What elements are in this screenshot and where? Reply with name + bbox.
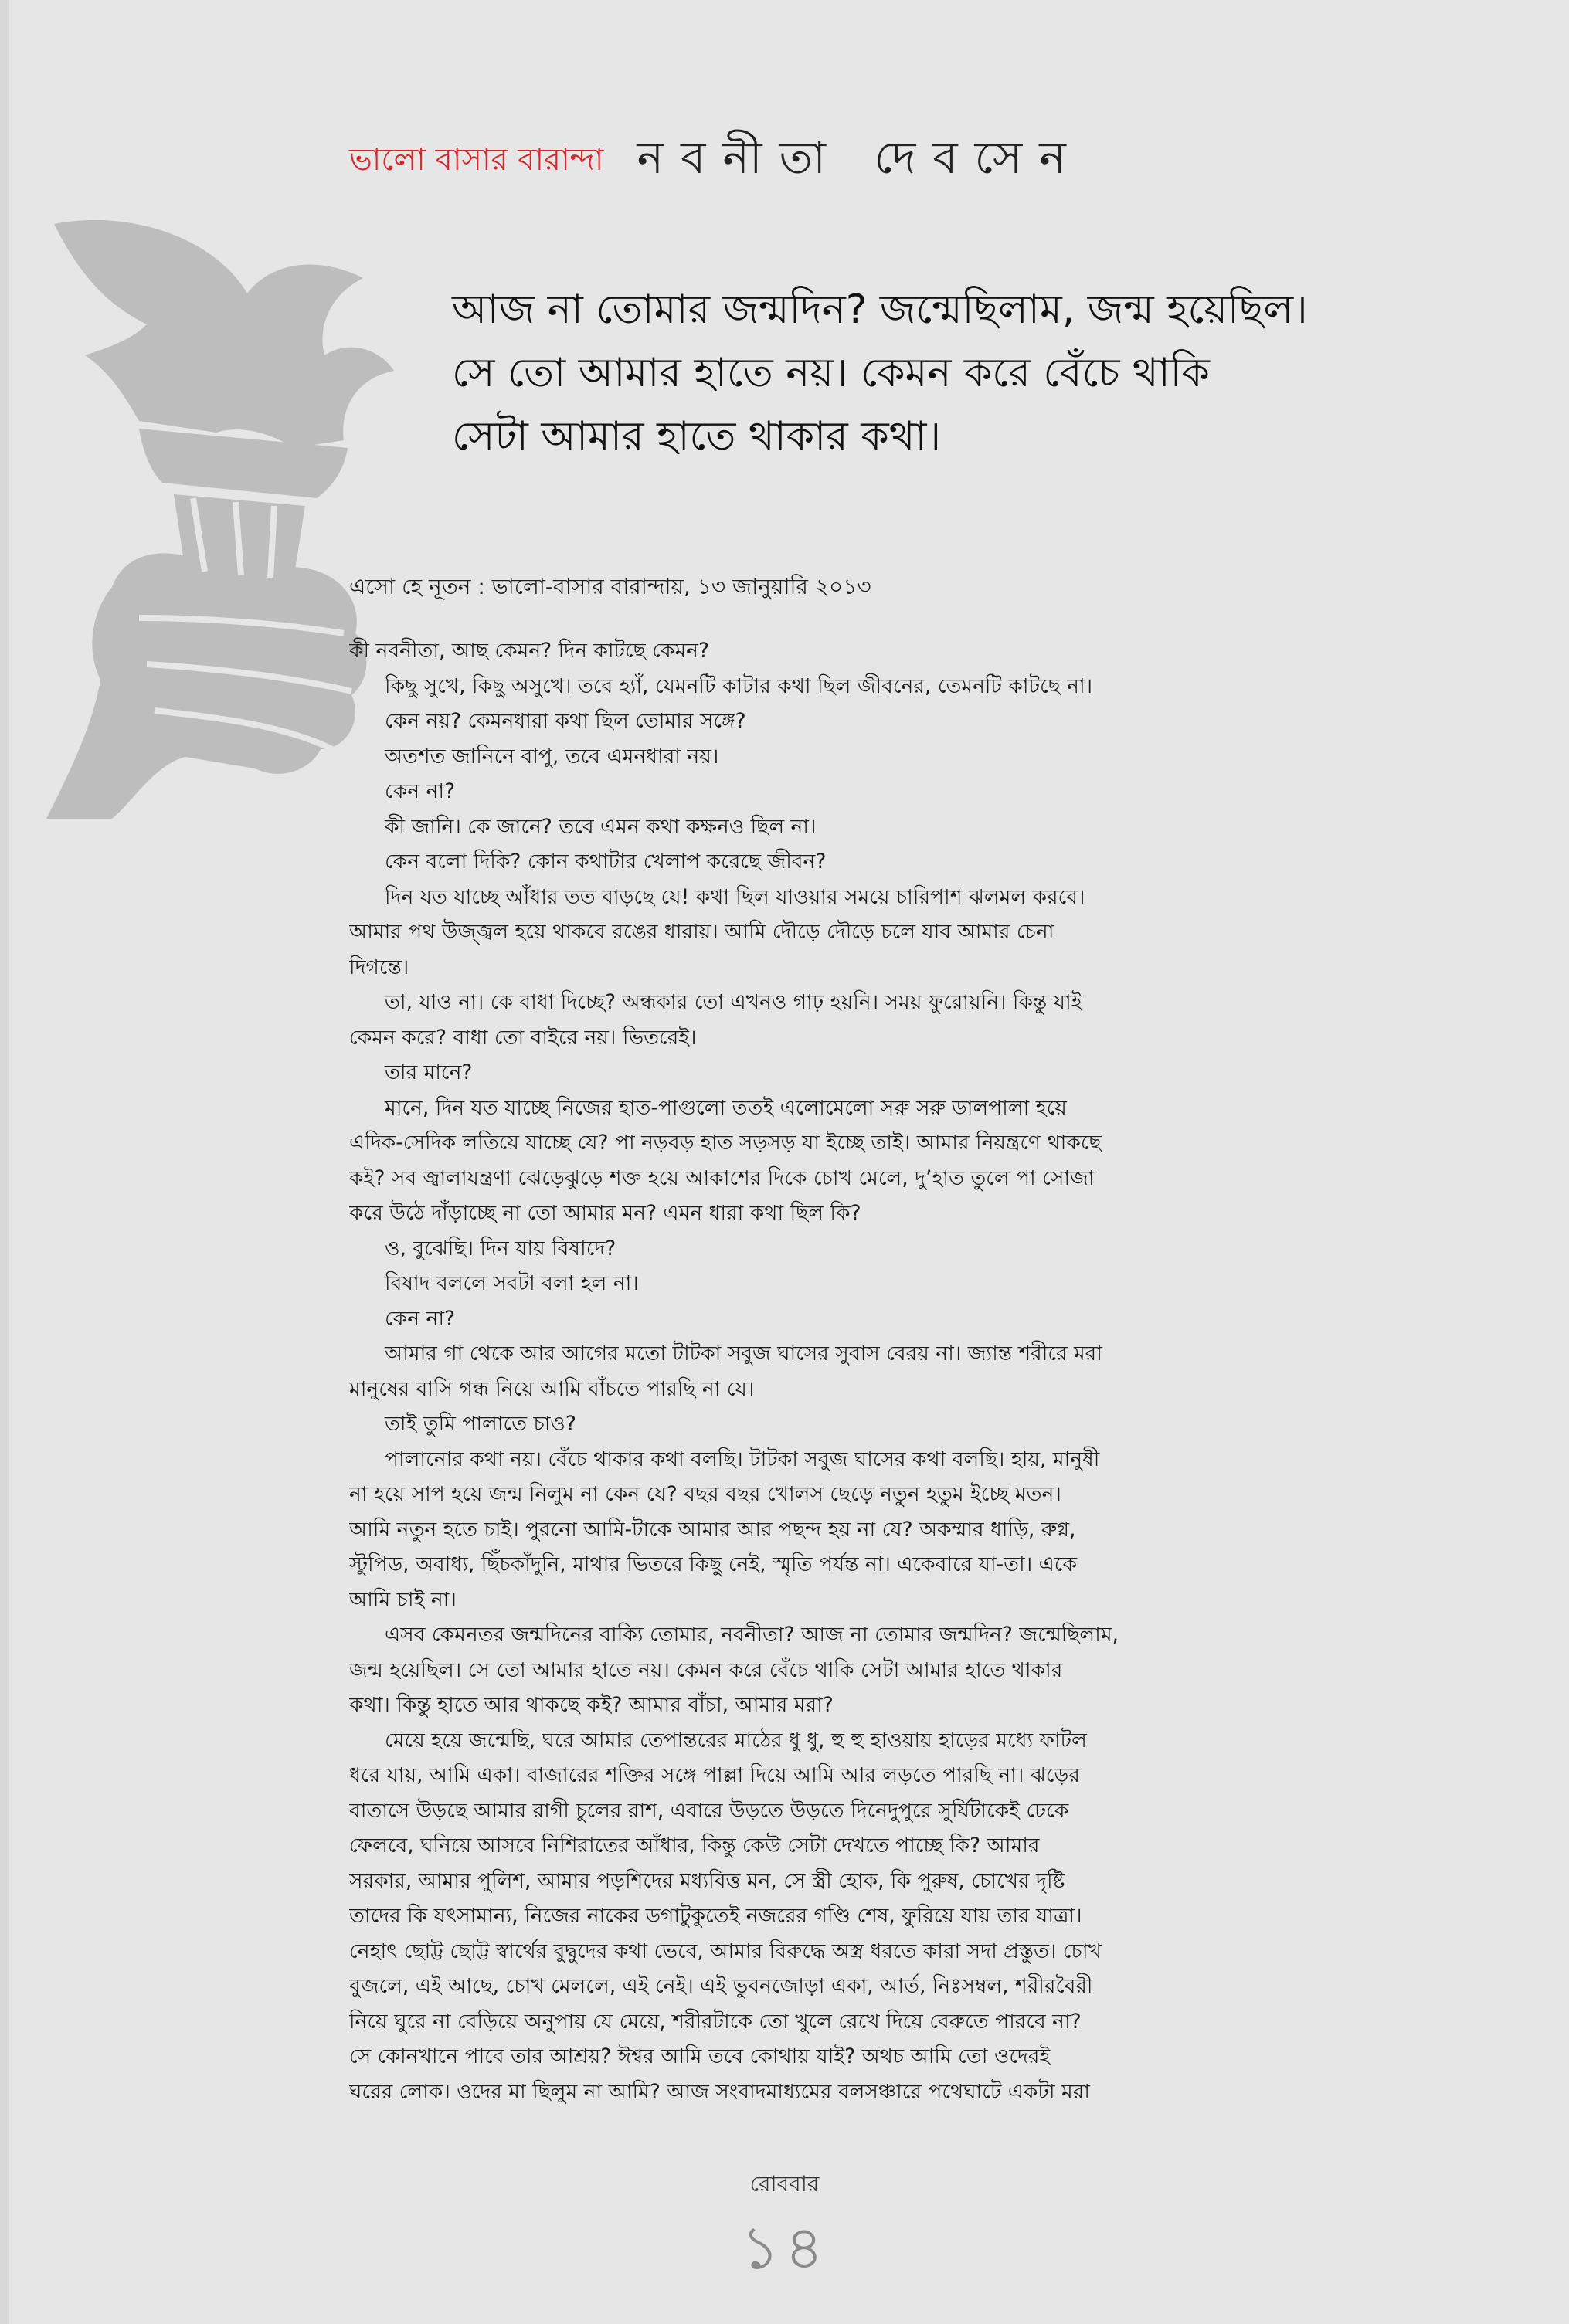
body-line: কই? সব জ্বালাযন্ত্রণা ঝেড়েঝুড়ে শক্ত হয়ে আকাশের দিকে চোখ মেলে, দু’হাত তুলে পা সোজা	[349, 1165, 1095, 1190]
body-line: কেন না?	[385, 1306, 456, 1331]
page-number: ১৪	[740, 2214, 829, 2283]
pull-quote-line: সে তো আমার হাতে নয়। কেমন করে বেঁচে থাকি	[452, 350, 1210, 396]
column-title: ভালো বাসার বারান্দা	[349, 142, 604, 178]
torch-icon	[39, 216, 402, 819]
body-line: জন্ম হয়েছিল। সে তো আমার হাতে নয়। কেমন করে বেঁচে থাকি সেটা আমার হাতে থাকার	[349, 1657, 1063, 1682]
body-line: এদিক-সেদিক লতিয়ে যাচ্ছে যে? পা নড়বড় হাত সড়সড় যা ইচ্ছে তাই। আমার নিয়ন্ত্রণে থাকছে	[349, 1131, 1102, 1155]
body-line: তাই তুমি পালাতে চাও?	[385, 1412, 576, 1436]
body-line: অতশত জানিনে বাপু, তবে এমনধারা নয়।	[385, 744, 719, 768]
body-line: তাদের কি যৎসামান্য, নিজের নাকের ডগাটুকুতেই নজরের গণ্ডি শেষ, ফুরিয়ে যায় তার যাত্রা।	[349, 1904, 1082, 1928]
body-line: তা, যাও না। কে বাধা দিচ্ছে? অন্ধকার তো এখনও গাঢ় হয়নি। সময় ফুরোয়নি। কিন্তু যাই	[385, 990, 1082, 1014]
body-line: কেন না?	[385, 779, 456, 803]
magazine-name: রোববার	[749, 2171, 820, 2197]
body-line: বিষাদ বললে সবটা বলা হল না।	[385, 1271, 639, 1295]
body-line: আমি চাই না।	[349, 1587, 457, 1612]
body-line: সরকার, আমার পুলিশ, আমার পড়শিদের মধ্যবিত্ত মন, সে স্ত্রী হোক, কি পুরুষ, চোখের দৃষ্টি	[349, 1868, 1065, 1893]
pull-quote-line: সেটা আমার হাতে থাকার কথা।	[452, 413, 942, 460]
body-line: পালানোর কথা নয়। বেঁচে থাকার কথা বলছি। টাটকা সবুজ ঘাসের কথা বলছি। হায়, মানুষী	[385, 1447, 1100, 1471]
body-line: আমার গা থেকে আর আগের মতো টাটকা সবুজ ঘাসের সুবাস বেরয় না। জ্যান্ত শরীরে মরা	[385, 1342, 1102, 1366]
page-edge	[0, 0, 9, 2324]
body-line: বুজলে, এই আছে, চোখ মেললে, এই নেই। এই ভুবনজোড়া একা, আর্ত, নিঃসম্বল, শরীরবৈরী	[349, 1974, 1093, 1998]
body-line: নিয়ে ঘুরে না বেড়িয়ে অনুপায় যে মেয়ে, শরীরটাকে তো খুলে রেখে দিয়ে বেরুতে পারবে না?	[349, 2009, 1082, 2034]
body-line: দিগন্তে।	[349, 955, 409, 979]
body-line: ফেলবে, ঘনিয়ে আসবে নিশিরাতের আঁধার, কিন্তু কেউ সেটা দেখতে পাচ্ছে কি? আমার	[349, 1834, 1040, 1858]
article-subhead: এসো হে নূতন : ভালো-বাসার বারান্দায়, ১৩ জানুয়ারি ২০১৩	[349, 574, 871, 599]
body-line: সে কোনখানে পাবে তার আশ্রয়? ঈশ্বর আমি তবে কোথায় যাই? অথচ আমি তো ওদেরই	[349, 2044, 1051, 2068]
article-body	[349, 633, 1268, 2109]
pull-quote-line: আজ না তোমার জন্মদিন? জন্মেছিলাম, জন্ম হয়েছিল।	[452, 287, 1308, 333]
body-line: কী নবনীতা, আছ কেমন? দিন কাটছে কেমন?	[349, 639, 710, 663]
body-line: তার মানে?	[385, 1060, 473, 1084]
body-line: ও, বুঝেছি। দিন যায় বিষাদে?	[385, 1236, 616, 1260]
body-line: বাতাসে উড়ছে আমার রাগী চুলের রাশ, এবারে উড়তে উড়তে দিনেদুপুরে সুর্যিটাকেই ঢেকে	[349, 1798, 1069, 1823]
body-line: কেমন করে? বাধা তো বাইরে নয়। ভিতরেই।	[349, 1025, 697, 1050]
body-line: কেন বলো দিকি? কোন কথাটার খেলাপ করেছে জীবন?	[385, 850, 827, 874]
article-header	[349, 124, 1431, 193]
body-line: কিছু সুখে, কিছু অসুখে। তবে হ্যাঁ, যেমনটি কাটার কথা ছিল জীবনের, তেমনটি কাটছে না।	[385, 673, 1093, 698]
body-line: করে উঠে দাঁড়াচ্ছে না তো আমার মন? এমন ধারা কথা ছিল কি?	[349, 1201, 861, 1225]
body-line: ঘরের লোক। ওদের মা ছিলুম না আমি? আজ সংবাদমাধ্যমের বলসঞ্চারে পথেঘাটে একটা মরা	[349, 2079, 1090, 2104]
body-line: মানে, দিন যত যাচ্ছে নিজের হাত-পাগুলো ততই এলোমেলো সরু সরু ডালপালা হয়ে	[385, 1095, 1067, 1120]
body-line: মানুষের বাসি গন্ধ নিয়ে আমি বাঁচতে পারছি না যে।	[349, 1376, 755, 1401]
body-line: কেন নয়? কেমনধারা কথা ছিল তোমার সঙ্গে?	[385, 709, 746, 733]
body-line: নেহাৎ ছোট্ট ছোট্ট স্বার্থের বুদ্বুদের কথা ভেবে, আমার বিরুদ্ধে অস্ত্র ধরতে কারা সদা প্রস্তুত। চোখ	[349, 1939, 1102, 1963]
body-line: কী জানি। কে জানে? তবে এমন কথা কক্ষনও ছিল না।	[385, 814, 817, 839]
body-line: আমার পথ উজ্জ্বল হয়ে থাকবে রঙের ধারায়। আমি দৌড়ে দৌড়ে চলে যাব আমার চেনা	[349, 920, 1054, 944]
body-line: দিন যত যাচ্ছে আঁধার তত বাড়ছে যে! কথা ছিল যাওয়ার সময়ে চারিপাশ ঝলমল করবে।	[385, 884, 1085, 909]
author-name: নবনীতা দেবসেন	[637, 131, 1083, 184]
body-line: কথা। কিন্তু হাতে আর থাকছে কই? আমার বাঁচা, আমার মরা?	[349, 1693, 834, 1717]
body-line: স্টুপিড, অবাধ্য, ছিঁচকাঁদুনি, মাথার ভিতরে কিছু নেই, স্মৃতি পর্যন্ত না। একেবারে যা-তা। একে	[349, 1552, 1077, 1576]
body-line: এসব কেমনতর জন্মদিনের বাক্যি তোমার, নবনীতা? আজ না তোমার জন্মদিন? জন্মেছিলাম,	[385, 1623, 1119, 1647]
body-line: আমি নতুন হতে চাই। পুরনো আমি-টাকে আমার আর পছন্দ হয় না যে? অকম্মার ধাড়ি, রুগ্ন,	[349, 1517, 1076, 1542]
body-line: না হয়ে সাপ হয়ে জন্ম নিলুম না কেন যে? বছর বছর খোলস ছেড়ে নতুন হতুম ইচ্ছে মতন।	[349, 1482, 1061, 1506]
pull-quote	[452, 278, 1487, 468]
body-line: মেয়ে হয়ে জন্মেছি, ঘরে আমার তেপান্তরের মাঠের ধু ধু, হু হু হাওয়ায় হাড়ের মধ্যে ফাটল	[385, 1728, 1087, 1752]
body-line: ধরে যায়, আমি একা। বাজারের শক্তির সঙ্গে পাল্লা দিয়ে আমি আর লড়তে পারছি না। ঝড়ের	[349, 1763, 1080, 1787]
